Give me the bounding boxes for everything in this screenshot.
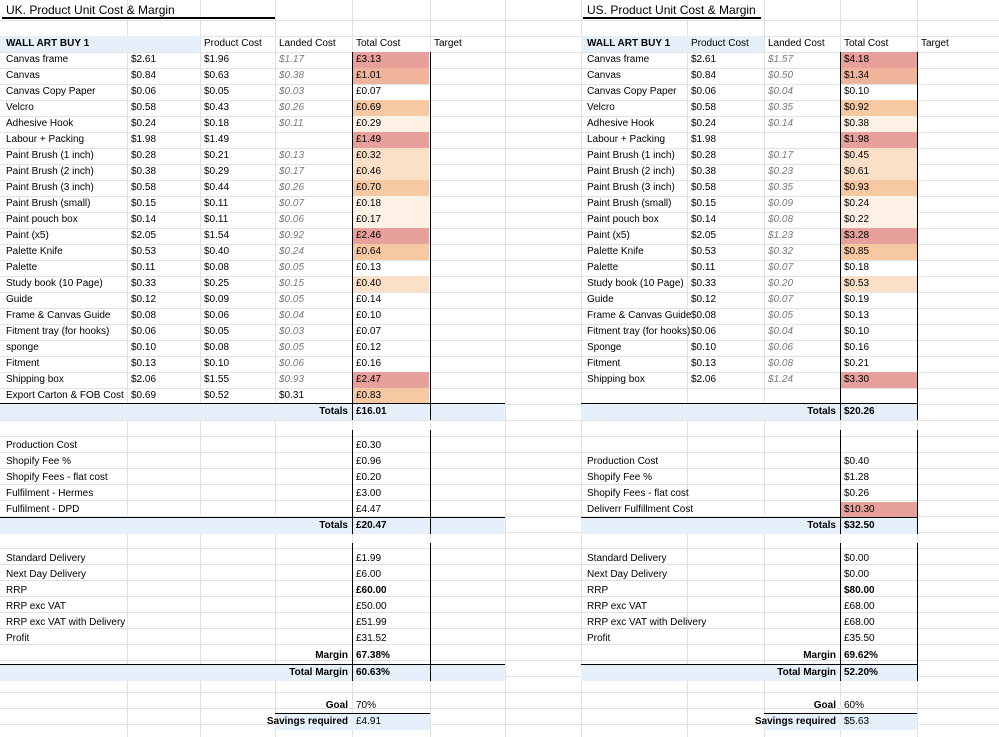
uk-row-product-cost[interactable]: $0.08: [204, 262, 230, 273]
us-margin-label[interactable]: Margin: [803, 650, 836, 661]
us-total-margin-value[interactable]: 52.20%: [844, 667, 878, 678]
us-row-name[interactable]: Canvas frame: [587, 54, 650, 65]
uk-row-price[interactable]: $0.13: [131, 358, 157, 369]
uk-row-price[interactable]: $0.11: [131, 262, 156, 273]
uk-row-product-cost[interactable]: $1.96: [204, 54, 230, 65]
uk-row-landed-cost[interactable]: $0.05: [279, 262, 305, 273]
uk-row-landed-cost[interactable]: $0.03: [279, 326, 305, 337]
us-row-total-cost[interactable]: $0.93: [844, 182, 870, 193]
uk-row-name[interactable]: Export Carton & FOB Cost: [6, 390, 124, 401]
us-row-product-cost[interactable]: $0.38: [691, 166, 717, 177]
uk-row-total-cost[interactable]: £2.46: [356, 230, 382, 241]
us-row-landed-cost[interactable]: $0.23: [768, 166, 794, 177]
uk-row-landed-cost[interactable]: $0.05: [279, 342, 305, 353]
us-row-total-cost[interactable]: $3.30: [844, 374, 870, 385]
uk-row-total-cost[interactable]: £0.83: [356, 390, 382, 401]
uk-row-total-cost[interactable]: £1.49: [356, 134, 382, 145]
uk-row-name[interactable]: Fitment tray (for hooks): [6, 326, 110, 337]
uk-row-total-cost[interactable]: £2.47: [356, 374, 382, 385]
us-row-product-cost[interactable]: $0.11: [691, 262, 716, 273]
us-row-product-cost[interactable]: $2.05: [691, 230, 717, 241]
us-row-name[interactable]: Paint Brush (small): [587, 198, 672, 209]
us-pricing-value[interactable]: £68.00: [844, 617, 875, 628]
us-row-product-cost[interactable]: $0.53: [691, 246, 717, 257]
uk-row-price[interactable]: $2.05: [131, 230, 157, 241]
us-pricing-name[interactable]: Next Day Delivery: [587, 569, 668, 580]
us-row-name[interactable]: Adhesive Hook: [587, 118, 655, 129]
us-fee-value[interactable]: $0.26: [844, 488, 870, 499]
uk-row-product-cost[interactable]: $0.06: [204, 310, 230, 321]
us-fees-left-border: [840, 430, 841, 534]
uk-row-product-cost[interactable]: $0.43: [204, 102, 230, 113]
us-row-product-cost[interactable]: $0.28: [691, 150, 717, 161]
uk-row-name[interactable]: Velcro: [6, 102, 34, 113]
uk-fee-value[interactable]: £3.00: [356, 488, 382, 499]
us-header-product-cost[interactable]: Product Cost: [691, 38, 749, 49]
us-row-total-cost[interactable]: $0.10: [844, 326, 870, 337]
uk-row-total-cost[interactable]: £0.12: [356, 342, 382, 353]
us-pricing-right-border: [917, 543, 918, 681]
us-row-product-cost[interactable]: $0.10: [691, 342, 717, 353]
uk-row-product-cost[interactable]: $0.29: [204, 166, 230, 177]
uk-pricing-value[interactable]: £50.00: [356, 601, 387, 612]
us-row-name[interactable]: Paint (x5): [587, 230, 630, 241]
uk-row-product-cost[interactable]: $0.05: [204, 86, 230, 97]
us-row-landed-cost[interactable]: $0.08: [768, 358, 794, 369]
us-row-name[interactable]: Fitment tray (for hooks): [587, 326, 691, 337]
uk-row-price[interactable]: $0.06: [131, 86, 157, 97]
uk-row-landed-cost[interactable]: [275, 132, 352, 148]
uk-row-landed-cost[interactable]: $0.13: [279, 150, 305, 161]
us-goal-value[interactable]: 60%: [844, 700, 865, 711]
uk-row-product-cost[interactable]: $0.18: [204, 118, 230, 129]
us-fee-name[interactable]: Shopify Fees - flat cost: [587, 488, 689, 499]
uk-totals2-label[interactable]: Totals: [319, 520, 348, 531]
us-row-total-cost[interactable]: $0.61: [844, 166, 870, 177]
us-row-landed-cost[interactable]: $0.07: [768, 294, 794, 305]
us-pricing-name[interactable]: RRP: [587, 585, 609, 596]
us-row-total-cost[interactable]: $0.24: [844, 198, 870, 209]
uk-row-price[interactable]: $0.12: [131, 294, 157, 305]
uk-row-price[interactable]: $0.53: [131, 246, 157, 257]
us-row-landed-cost[interactable]: $0.35: [768, 182, 794, 193]
uk-fees-right-border: [430, 430, 431, 534]
uk-row-name[interactable]: Canvas: [6, 70, 40, 81]
us-row-name[interactable]: Canvas Copy Paper: [587, 86, 677, 97]
us-row-name[interactable]: Canvas: [587, 70, 621, 81]
us-goal-label[interactable]: Goal: [813, 700, 836, 711]
uk-row-name[interactable]: Shipping box: [6, 374, 64, 385]
uk-row-price[interactable]: $0.84: [131, 70, 157, 81]
uk-row-price[interactable]: $0.69: [131, 390, 157, 401]
uk-row-landed-cost[interactable]: $0.26: [279, 182, 305, 193]
us-pricing-value[interactable]: £68.00: [844, 601, 875, 612]
uk-savings-label[interactable]: Savings required: [266, 716, 348, 727]
uk-header-product-cost[interactable]: Product Cost: [204, 38, 262, 49]
uk-row-product-cost[interactable]: $0.21: [204, 150, 230, 161]
uk-row-name[interactable]: Palette Knife: [6, 246, 63, 257]
uk-row-product-cost[interactable]: $1.49: [204, 134, 230, 145]
uk-row-name[interactable]: Paint pouch box: [6, 214, 78, 225]
us-row-landed-cost[interactable]: $0.35: [768, 102, 794, 113]
us-row-total-cost[interactable]: $0.18: [844, 262, 870, 273]
uk-row-total-cost[interactable]: £0.46: [356, 166, 382, 177]
uk-fee-value[interactable]: £0.20: [356, 472, 382, 483]
uk-row-name[interactable]: Paint Brush (1 inch): [6, 150, 94, 161]
us-fee-name[interactable]: Production Cost: [587, 456, 659, 467]
uk-title[interactable]: UK. Product Unit Cost & Margin: [6, 3, 175, 17]
us-total-margin-label[interactable]: Total Margin: [777, 667, 836, 678]
us-row-landed-cost[interactable]: $0.32: [768, 246, 794, 257]
uk-row-name[interactable]: Paint Brush (small): [6, 198, 91, 209]
uk-row-total-cost[interactable]: £0.16: [356, 358, 382, 369]
us-header-total-cost[interactable]: Total Cost: [844, 38, 889, 49]
us-totals-value[interactable]: $20.26: [844, 406, 875, 417]
uk-row-landed-cost[interactable]: $0.26: [279, 102, 305, 113]
uk-row-price[interactable]: $1.98: [131, 134, 157, 145]
uk-row-price[interactable]: $0.58: [131, 182, 157, 193]
us-row-landed-cost[interactable]: $0.08: [768, 214, 794, 225]
us-row-name[interactable]: Paint Brush (3 inch): [587, 182, 675, 193]
us-totals2-label[interactable]: Totals: [807, 520, 836, 531]
uk-row-name[interactable]: Paint (x5): [6, 230, 49, 241]
us-row-total-cost[interactable]: $1.98: [844, 134, 870, 145]
uk-row-product-cost[interactable]: $0.09: [204, 294, 230, 305]
us-row-landed-cost[interactable]: $0.14: [768, 118, 794, 129]
grid-column-line: [505, 0, 506, 737]
uk-row-product-cost[interactable]: $0.08: [204, 342, 230, 353]
us-row-total-cost[interactable]: $0.16: [844, 342, 870, 353]
us-row-total-cost[interactable]: $3.28: [844, 230, 870, 241]
us-row-product-cost[interactable]: $0.14: [691, 214, 717, 225]
uk-row-total-cost[interactable]: £1.01: [356, 70, 382, 81]
grid-row-line: [0, 692, 999, 693]
us-pricing-left-border: [840, 543, 841, 681]
uk-row-total-cost[interactable]: £0.70: [356, 182, 382, 193]
uk-row-price[interactable]: $0.33: [131, 278, 157, 289]
uk-pricing-name[interactable]: RRP exc VAT: [6, 601, 67, 612]
us-pricing-value[interactable]: $0.00: [844, 553, 870, 564]
us-row-name[interactable]: Fitment: [587, 358, 621, 369]
us-margin-value[interactable]: 69.62%: [844, 650, 878, 661]
uk-pricing-left-border: [352, 543, 353, 681]
uk-row-landed-cost[interactable]: $0.04: [279, 310, 305, 321]
us-pricing-value[interactable]: £35.50: [844, 633, 875, 644]
us-row-name[interactable]: Guide: [587, 294, 614, 305]
us-row-name[interactable]: Shipping box: [587, 374, 645, 385]
uk-pricing-name[interactable]: Profit: [6, 633, 30, 644]
us-row-product-cost[interactable]: $1.98: [691, 134, 717, 145]
us-row-product-cost[interactable]: $0.08: [691, 310, 717, 321]
us-row-product-cost[interactable]: $0.06: [691, 326, 717, 337]
uk-row-name[interactable]: Adhesive Hook: [6, 118, 74, 129]
uk-total-margin-label[interactable]: Total Margin: [289, 667, 348, 678]
us-title-underline: [583, 17, 761, 19]
us-row-total-cost[interactable]: $0.22: [844, 214, 870, 225]
uk-row-landed-cost[interactable]: $1.17: [279, 54, 305, 65]
uk-row-total-cost[interactable]: £3.13: [356, 54, 382, 65]
us-total-right-border: [917, 52, 918, 420]
grid-row-line: [0, 420, 999, 421]
uk-row-landed-cost[interactable]: $0.15: [279, 278, 305, 289]
us-row-landed-cost[interactable]: $0.17: [768, 150, 794, 161]
uk-fee-value[interactable]: £4.47: [356, 504, 382, 515]
uk-row-name[interactable]: Canvas frame: [6, 54, 69, 65]
uk-fee-name[interactable]: Production Cost: [6, 440, 78, 451]
uk-row-landed-cost[interactable]: $0.05: [279, 294, 305, 305]
us-pricing-name[interactable]: Profit: [587, 633, 611, 644]
us-row-landed-cost[interactable]: $0.07: [768, 262, 794, 273]
us-row-total-cost[interactable]: $0.10: [844, 86, 870, 97]
us-row-total-cost[interactable]: $0.38: [844, 118, 870, 129]
us-row-product-cost[interactable]: $0.06: [691, 86, 717, 97]
uk-row-product-cost[interactable]: $0.44: [204, 182, 230, 193]
uk-row-landed-cost[interactable]: $0.03: [279, 86, 305, 97]
uk-row-total-cost[interactable]: £0.69: [356, 102, 382, 113]
uk-header-target[interactable]: Target: [434, 38, 462, 49]
us-row-product-cost[interactable]: $0.15: [691, 198, 717, 209]
us-row-name[interactable]: Paint Brush (2 inch): [587, 166, 675, 177]
uk-total-left-border: [352, 52, 353, 420]
uk-row-name[interactable]: Frame & Canvas Guide: [6, 310, 111, 321]
us-row-product-cost[interactable]: $0.12: [691, 294, 717, 305]
us-totals2-value[interactable]: $32.50: [844, 520, 875, 531]
uk-title-underline: [2, 17, 275, 19]
uk-row-landed-cost[interactable]: $0.06: [279, 358, 305, 369]
uk-row-price[interactable]: $0.14: [131, 214, 157, 225]
us-row-name[interactable]: Frame & Canvas Guide: [587, 310, 692, 321]
uk-pricing-name[interactable]: Next Day Delivery: [6, 569, 87, 580]
us-row-product-cost[interactable]: $0.84: [691, 70, 717, 81]
us-row-name[interactable]: Paint Brush (1 inch): [587, 150, 675, 161]
us-row-product-cost[interactable]: $0.33: [691, 278, 717, 289]
us-row-product-cost[interactable]: $0.24: [691, 118, 717, 129]
grid-row-line: [0, 436, 999, 437]
uk-row-product-cost[interactable]: $1.55: [204, 374, 230, 385]
uk-margin-label[interactable]: Margin: [315, 650, 348, 661]
us-pricing-name[interactable]: RRP exc VAT with Delivery: [587, 617, 707, 628]
us-header-item[interactable]: WALL ART BUY 1: [587, 38, 671, 49]
uk-row-landed-cost[interactable]: $0.07: [279, 198, 305, 209]
us-header-landed-cost[interactable]: Landed Cost: [768, 38, 825, 49]
uk-pricing-value[interactable]: £31.52: [356, 633, 387, 644]
uk-pricing-value[interactable]: £51.99: [356, 617, 387, 628]
uk-pricing-value[interactable]: £6.00: [356, 569, 382, 580]
uk-pricing-name[interactable]: Standard Delivery: [6, 553, 86, 564]
uk-fee-name[interactable]: Shopify Fees - flat cost: [6, 472, 108, 483]
us-pricing-name[interactable]: RRP exc VAT: [587, 601, 648, 612]
uk-row-name[interactable]: Paint Brush (2 inch): [6, 166, 94, 177]
uk-pricing-value[interactable]: £1.99: [356, 553, 382, 564]
uk-row-name[interactable]: sponge: [6, 342, 39, 353]
uk-row-landed-cost[interactable]: $0.93: [279, 374, 305, 385]
us-row-landed-cost[interactable]: $1.23: [768, 230, 794, 241]
uk-row-name[interactable]: Labour + Packing: [6, 134, 85, 145]
uk-row-name[interactable]: Paint Brush (3 inch): [6, 182, 94, 193]
uk-pricing-name[interactable]: RRP exc VAT with Delivery: [6, 617, 126, 628]
uk-row-product-cost[interactable]: $0.63: [204, 70, 230, 81]
us-fees-right-border: [917, 430, 918, 534]
uk-pricing-value[interactable]: £60.00: [356, 585, 387, 596]
us-savings-value[interactable]: $5.63: [844, 716, 870, 727]
us-row-product-cost[interactable]: $0.58: [691, 182, 717, 193]
grid-column-line: [581, 0, 582, 737]
us-row-landed-cost[interactable]: $0.20: [768, 278, 794, 289]
us-header-target[interactable]: Target: [921, 38, 949, 49]
uk-row-product-cost[interactable]: $0.10: [204, 358, 230, 369]
uk-fees-left-border: [352, 430, 353, 534]
uk-row-product-cost[interactable]: $0.11: [204, 198, 229, 209]
uk-fee-name[interactable]: Shopify Fee %: [6, 456, 72, 467]
us-row-total-cost[interactable]: $0.53: [844, 278, 870, 289]
uk-totals-value[interactable]: £16.01: [356, 406, 387, 417]
uk-row-total-cost[interactable]: £0.32: [356, 150, 382, 161]
uk-fee-name[interactable]: Fulfilment - Hermes: [6, 488, 94, 499]
uk-row-name[interactable]: Fitment: [6, 358, 40, 369]
us-row-product-cost[interactable]: $0.13: [691, 358, 717, 369]
uk-header-total-cost[interactable]: Total Cost: [356, 38, 401, 49]
uk-fee-value[interactable]: £0.96: [356, 456, 382, 467]
uk-pricing-name[interactable]: RRP: [6, 585, 28, 596]
uk-row-landed-cost[interactable]: $0.06: [279, 214, 305, 225]
us-fee-value[interactable]: $1.28: [844, 472, 870, 483]
us-title[interactable]: US. Product Unit Cost & Margin: [587, 3, 756, 17]
us-pricing-value[interactable]: $80.00: [844, 585, 875, 596]
uk-row-landed-cost[interactable]: $0.31: [279, 390, 305, 401]
uk-row-price[interactable]: $0.24: [131, 118, 157, 129]
us-totals-label[interactable]: Totals: [807, 406, 836, 417]
uk-total-margin-value[interactable]: 60.63%: [356, 667, 390, 678]
us-row-product-cost[interactable]: $2.06: [691, 374, 717, 385]
grid-row-line: [0, 20, 999, 21]
uk-row-landed-cost[interactable]: $0.24: [279, 246, 305, 257]
us-total-left-border: [840, 52, 841, 420]
us-row-name[interactable]: Paint pouch box: [587, 214, 659, 225]
us-row-total-cost[interactable]: $0.85: [844, 246, 870, 257]
uk-row-total-cost[interactable]: £0.17: [356, 214, 382, 225]
us-row-total-cost[interactable]: $0.13: [844, 310, 870, 321]
us-row-landed-cost[interactable]: $0.06: [768, 342, 794, 353]
uk-goal-value[interactable]: 70%: [356, 700, 377, 711]
uk-row-total-cost[interactable]: £0.64: [356, 246, 382, 257]
uk-row-landed-cost[interactable]: $0.11: [279, 118, 304, 129]
uk-totals-label[interactable]: Totals: [319, 406, 348, 417]
uk-row-product-cost[interactable]: $0.11: [204, 214, 229, 225]
uk-goal-label[interactable]: Goal: [325, 700, 348, 711]
uk-row-total-cost[interactable]: £0.07: [356, 326, 382, 337]
uk-row-price[interactable]: $0.28: [131, 150, 157, 161]
uk-header-landed-cost[interactable]: Landed Cost: [279, 38, 336, 49]
us-row-total-cost[interactable]: $0.21: [844, 358, 870, 369]
us-row-product-cost[interactable]: $2.61: [691, 54, 717, 65]
uk-row-product-cost[interactable]: $0.40: [204, 246, 230, 257]
uk-row-name[interactable]: Palette: [6, 262, 38, 273]
us-row-landed-cost[interactable]: $1.57: [768, 54, 794, 65]
uk-row-price[interactable]: $0.08: [131, 310, 157, 321]
uk-row-product-cost[interactable]: $0.25: [204, 278, 230, 289]
us-fee-name[interactable]: Deliverr Fulfillment Cost: [587, 504, 694, 515]
uk-row-price[interactable]: $0.10: [131, 342, 157, 353]
us-fee-value[interactable]: $10.30: [844, 504, 875, 515]
uk-row-price[interactable]: $0.58: [131, 102, 157, 113]
us-row-landed-cost[interactable]: $0.04: [768, 86, 794, 97]
uk-row-price[interactable]: $0.15: [131, 198, 157, 209]
us-row-total-cost[interactable]: $0.45: [844, 150, 870, 161]
us-row-landed-cost[interactable]: $0.09: [768, 198, 794, 209]
uk-header-item[interactable]: WALL ART BUY 1: [6, 38, 90, 49]
us-row-name[interactable]: Sponge: [587, 342, 622, 353]
us-row-name[interactable]: Study book (10 Page): [587, 278, 684, 289]
uk-row-landed-cost[interactable]: $0.17: [279, 166, 305, 177]
uk-row-price[interactable]: $2.06: [131, 374, 157, 385]
us-row-landed-cost[interactable]: $1.24: [768, 374, 794, 385]
uk-savings-value[interactable]: £4.91: [356, 716, 382, 727]
uk-row-price[interactable]: $2.61: [131, 54, 157, 65]
us-row-total-cost[interactable]: $0.92: [844, 102, 870, 113]
us-pricing-name[interactable]: Standard Delivery: [587, 553, 667, 564]
uk-row-landed-cost[interactable]: $0.92: [279, 230, 305, 241]
uk-row-total-cost[interactable]: £0.14: [356, 294, 382, 305]
us-row-total-cost[interactable]: $4.18: [844, 54, 870, 65]
us-row-name[interactable]: Palette: [587, 262, 619, 273]
uk-row-price[interactable]: $0.06: [131, 326, 157, 337]
uk-row-total-cost[interactable]: £0.13: [356, 262, 382, 273]
uk-fee-value[interactable]: £0.30: [356, 440, 382, 451]
uk-row-product-cost[interactable]: $0.52: [204, 390, 230, 401]
us-row-landed-cost[interactable]: $0.04: [768, 326, 794, 337]
uk-row-total-cost[interactable]: £0.29: [356, 118, 382, 129]
uk-row-product-cost[interactable]: $1.54: [204, 230, 230, 241]
uk-row-product-cost[interactable]: $0.05: [204, 326, 230, 337]
us-row-name[interactable]: Labour + Packing: [587, 134, 666, 145]
us-savings-label[interactable]: Savings required: [754, 716, 836, 727]
us-row-landed-cost[interactable]: [764, 132, 840, 148]
grid-row-line: [0, 548, 999, 549]
us-row-landed-cost[interactable]: $0.50: [768, 70, 794, 81]
us-row-total-cost[interactable]: $0.19: [844, 294, 870, 305]
uk-row-landed-cost[interactable]: $0.38: [279, 70, 305, 81]
uk-margin-value[interactable]: 67.38%: [356, 650, 390, 661]
us-pricing-value[interactable]: $0.00: [844, 569, 870, 580]
uk-row-total-cost[interactable]: £0.07: [356, 86, 382, 97]
uk-total-right-border: [430, 52, 431, 420]
uk-row-total-cost[interactable]: £0.40: [356, 278, 382, 289]
us-row-name[interactable]: Velcro: [587, 102, 615, 113]
uk-row-name[interactable]: Study book (10 Page): [6, 278, 103, 289]
us-row-product-cost[interactable]: $0.58: [691, 102, 717, 113]
uk-row-price[interactable]: $0.38: [131, 166, 157, 177]
us-row-landed-cost[interactable]: $0.05: [768, 310, 794, 321]
uk-pricing-right-border: [430, 543, 431, 681]
us-row-name[interactable]: Palette Knife: [587, 246, 644, 257]
us-fee-name[interactable]: Shopify Fee %: [587, 472, 653, 483]
us-fee-value[interactable]: $0.40: [844, 456, 870, 467]
uk-totals2-value[interactable]: £20.47: [356, 520, 387, 531]
uk-row-name[interactable]: Canvas Copy Paper: [6, 86, 96, 97]
uk-row-total-cost[interactable]: £0.18: [356, 198, 382, 209]
uk-fee-name[interactable]: Fulfilment - DPD: [6, 504, 80, 515]
uk-row-name[interactable]: Guide: [6, 294, 33, 305]
uk-row-total-cost[interactable]: £0.10: [356, 310, 382, 321]
us-row-total-cost[interactable]: $1.34: [844, 70, 870, 81]
